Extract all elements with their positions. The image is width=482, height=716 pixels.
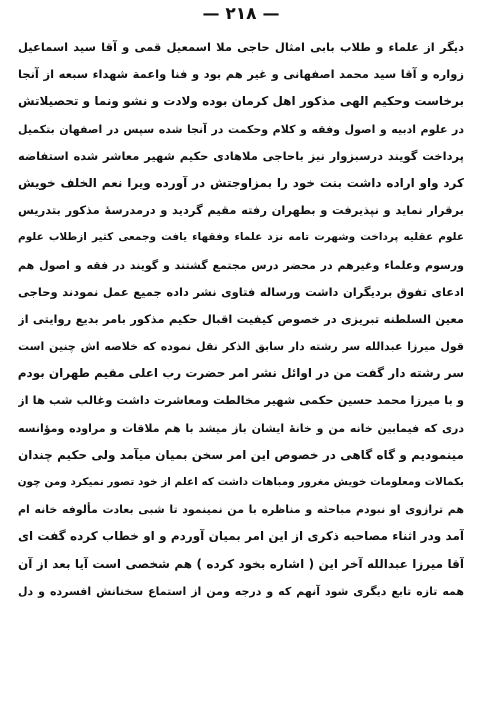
text-line-10: ادعای تفوق بردیگران داشت ورساله فتاوی نشر داده جمیع عمل نمودند وحاجی xyxy=(18,284,464,299)
page-number: — ۲۱۸ — xyxy=(202,4,280,24)
text-line-18: هم ترازوی او نبودم مباحثه و مناظره با من نمینمود تا شبی بعادت مألوفه خانه ام xyxy=(18,503,464,517)
text-line-11: معین السلطنه تبریزی در خصوص کیفیت اقبال حکیم مذکور بامر بدیع روایتی از xyxy=(18,311,464,326)
text-line-15: دری که فیمابین خانه من و خانهٔ ایشان باز میشد با هم ملاقات و مراوده ومؤانسه xyxy=(18,421,464,435)
text-line-8: علوم عقلیه پرداخت وشهرت تامه نزد علماء وفقهاء یافت وجمعی کثیر ازطلاب علوم xyxy=(18,231,464,244)
text-line-12: قول میرزا عبدالله سر رشته دار سابق الذکر نقل نموده که خلاصه اش چنین است xyxy=(18,340,464,354)
text-line-6: کرد واو اراده داشت بنت خود را بمزاوجتش در آورده ویرا نعم الخلف خویش xyxy=(18,175,464,190)
text-line-4: در علوم ادبیه و اصول وفقه و کلام وحکمت در آنجا شده سپس در اصفهان بتکمیل xyxy=(18,122,464,136)
text-line-5: پرداخت گویند درسبزوار نیز باحاجی ملاهادی حکیم شهیر معاشر شده استفاضه xyxy=(18,148,464,163)
text-line-9: ورسوم وعلماء وغیرهم در محضر درس مجتمع گشتند و گویند در فقه و اصول هم xyxy=(18,258,464,272)
text-line-19: آمد ودر اثناء مصاحبه ذکری از این امر بمیان آوردم و او خطاب کرده گفت ای xyxy=(18,529,464,544)
text-line-2: زواره و آقا سید محمد اصفهانی و غیر هم بود و فنا واعمة شهداء سبعه از آنجا xyxy=(18,67,464,82)
text-line-14: و با میرزا محمد حسین حکمی شهیر مخالطت ومعاشرت داشت وغالب شب ها از xyxy=(18,393,464,408)
text-line-20: آقا میرزا عبدالله آخر این ( اشاره بخود کرده ) هم شخصی است آیا بعد از آن xyxy=(18,556,464,571)
text-line-21: همه تازه تابع دیگری شود آنهم که و درجه ومن از استماع سخنانش افسرده و دل xyxy=(18,584,464,598)
text-line-17: بکمالات ومعلومات خویش مغرور ومباهات داشت که اعلم از خود تصور نمیکرد ومن چون xyxy=(18,476,464,488)
text-line-7: برقرار نماید و نپذیرفت و بطهران رفته مقیم گردید و درمدرسهٔ مذکور بتدریس xyxy=(18,203,464,218)
text-line-3: برخاست وحکیم الهی مذکور اهل کرمان بوده ولادت و نشو ونما و تحصیلاتش xyxy=(18,94,464,109)
text-line-16: مینمودیم و گاه گاهی در خصوص این امر سخن بمیان میآمد ولی حکیم چندان xyxy=(18,447,464,462)
body-text xyxy=(18,34,464,714)
text-line-13: سر رشته دار گفت من در اوائل نشر امر حضرت رب اعلی مقیم طهران بودم xyxy=(18,366,464,381)
text-line-1: دیگر از علماء و طلاب بابی امثال حاجی ملا اسمعیل قمی و آقا سید اسماعیل xyxy=(18,40,464,54)
